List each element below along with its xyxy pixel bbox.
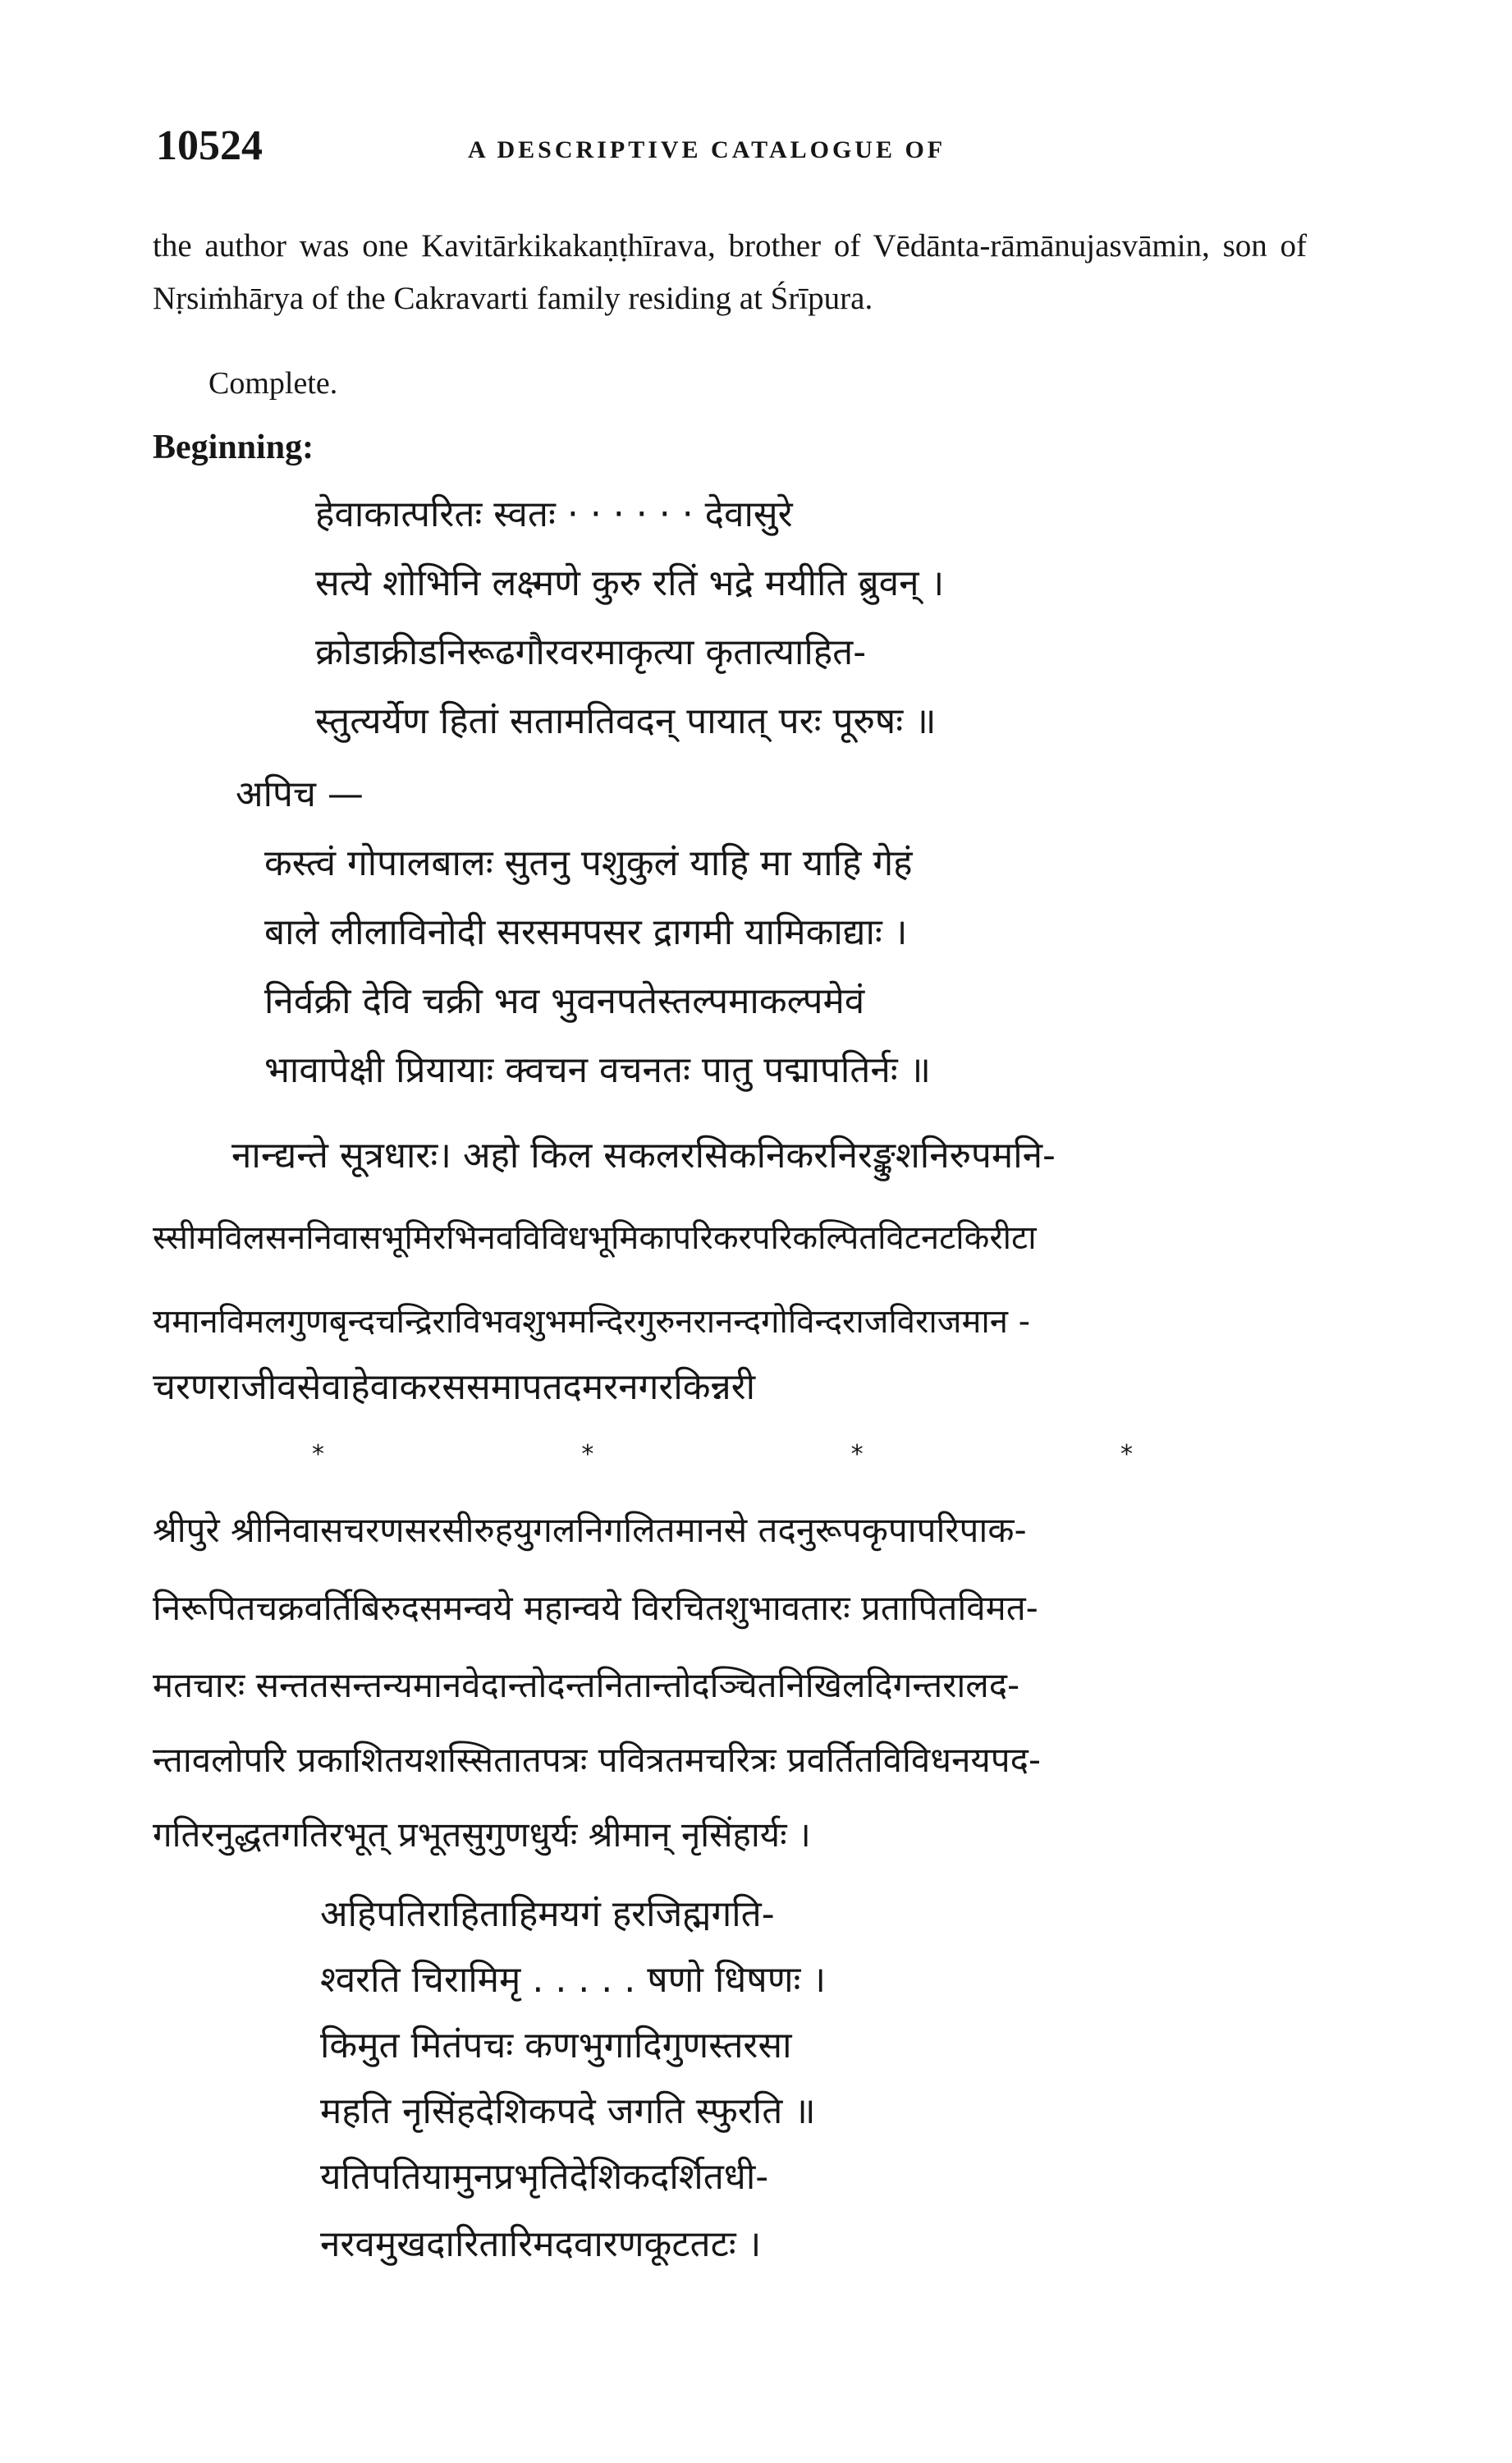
verse1-line: क्रोडाक्रीडनिरूढगौरवरमाकृत्या कृतात्याहित- [315,631,867,673]
verse2-line: कस्त्वं गोपालबालः सुतनु पशुकुलं याहि मा याहि गेहं [264,842,913,884]
prose1-line: चरणराजीवसेवाहेवाकरससमापतदमरनगरकिन्नरी [153,1366,756,1408]
prose2-line: गतिरनुद्धतगतिरभूत् प्रभूतसुगुणधुर्यः श्रीमान् नृसिंहार्यः । [153,1814,811,1855]
verse3-line: यतिपतियामुनप्रभृतिदेशिकदर्शितधी- [320,2156,769,2198]
verse1-line: सत्ये शोभिनि लक्ष्मणे कुरु रतिं भद्रे मयीति ब्रुवन् । [315,562,945,604]
prose2-line: निरूपितचक्रवर्तिबिरुदसमन्वये महान्वये विरचितशुभावतारः प्रतापितविमत- [153,1588,1038,1628]
verse2-line: निर्वक्री देवि चक्री भव भुवनपतेस्तल्पमाकल्पमेवं [264,980,865,1022]
verse3-line: किमुत मितंपचः कणभुगादिगुणस्तरसा [320,2025,792,2066]
prose2-line: श्रीपुरे श्रीनिवासचरणसरसीरुहयुगलनिगलितमानसे तदनुरूपकृपापरिपाक- [153,1510,1027,1550]
running-head: A DESCRIPTIVE CATALOGUE OF [468,136,946,163]
separator-star: * [850,1440,864,1469]
prose1-line: यमानविमलगुणबृन्दचन्द्रिराविभवशुभमन्दिरगुरुनरानन्दगोविन्दराजविराजमान - [153,1303,1031,1341]
separator-star: * [1120,1440,1133,1469]
prose1-line: स्सीमविलसननिवासभूमिरभिनवविविधभूमिकापरिकरपरिकल्पितविटनटकिरीटा [153,1219,1037,1257]
complete-note: Complete. [208,366,338,401]
verse2-line: भावापेक्षी प्रियायाः क्वचन वचनतः पातु पद्मापतिर्नः ॥ [264,1049,932,1091]
separator-star: * [581,1440,594,1469]
verse2-line: बाले लीलाविनोदी सरसमपसर द्रागमी यामिकाद्याः । [264,911,908,953]
intro-paragraph: the author was one Kavitārkikakaṇṭhīrava, brother of Vēdānta-rāmānujasvāmin, son of Nṛsiṁhārya of the Cakravarti family residing at Śrīpura. [153,228,1307,316]
verse3-line: महति नृसिंहदेशिकपदे जगति स्फुरति ॥ [320,2090,816,2132]
verse1-line: स्तुत्यर्येण हितां सतामतिवदन् पायात् परः पूरुषः ॥ [315,700,937,742]
prose2-line: मतचारः सन्ततसन्तन्यमानवेदान्तोदन्तनितान्तोदञ्चितनिखिलदिगन्तरालद- [153,1665,1020,1705]
verse3-line: नरवमुखदारितारिमदवारणकूटतटः । [320,2223,762,2265]
prose2-line: न्तावलोपरि प्रकाशितयशस्सितातपत्रः पवित्रतमचरित्रः प्रवर्तितविविधनयपद- [153,1740,1042,1780]
apica-heading: अपिच — [236,773,364,815]
separator-star: * [312,1440,324,1469]
verse1-line: हेवाकात्परितः स्वतः · · · · · · देवासुरे [315,493,793,535]
prose1-line: नान्द्यन्ते सूत्रधारः। अहो किल सकलरसिकनिकरनिरङ्कुशनिरुपमनि- [231,1135,1056,1176]
verse3-line: अहिपतिराहिताहिमयगं हरजिह्मगति- [320,1893,775,1935]
verse3-line: श्वरति चिरामिमृ . . . . . षणो धिषणः । [320,1959,827,2001]
section-separator [312,1440,1133,1469]
beginning-heading: Beginning: [153,429,314,466]
page-number: 10524 [156,122,263,169]
